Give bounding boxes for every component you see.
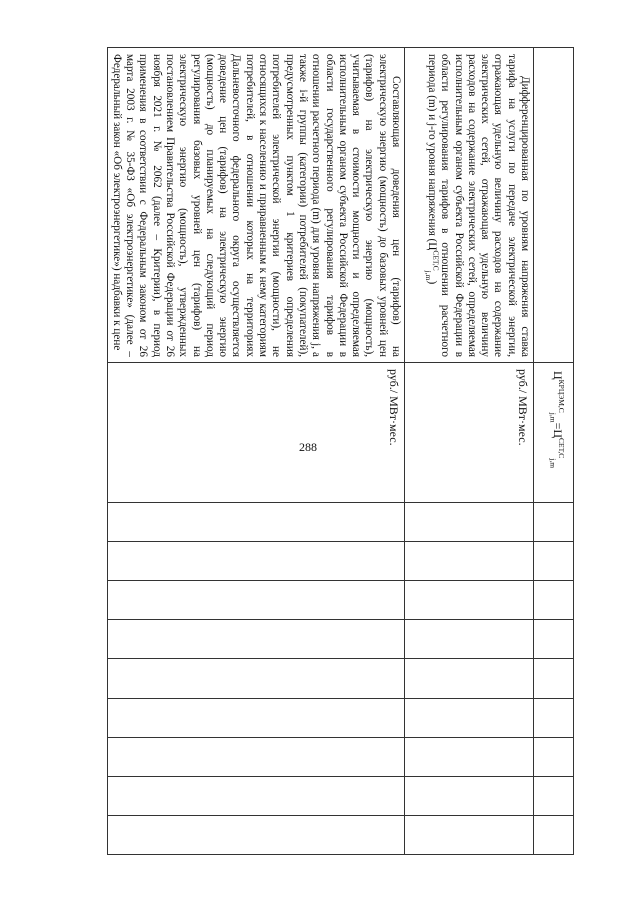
- header-cell: [534, 503, 574, 542]
- header-cell: [534, 581, 574, 620]
- value-cell: [108, 698, 405, 737]
- value-cell: [108, 737, 405, 776]
- value-cell: [108, 620, 405, 659]
- header-cell: [534, 698, 574, 737]
- table-row: [405, 48, 534, 855]
- value-cell: [405, 581, 534, 620]
- header-formula: $Ц^{КРЦЭМ,С}_{j,m}=Ц^{СЕТ,С}_{j,m}$: [548, 371, 566, 469]
- row-description: Составляющая доведения цен (тарифов) на электрическую энергию (мощность) до базовых уровней цен (тарифов) на электрическую энергию (мощность), учитываемая в стоимости мощности и определяемая исполнительным органом субъекта Российской Федерации в области государственного регулирования тарифов в отношении расчетного периода (m) для уровня напряжения j, а также i-й группы (категории) потребителей (покупателей), предусмотренных пунктом 1 критериев определения потребителей электрической энергии (мощности), не относящихся к населению и приравненным к нему категориям потребителей, в отношении которых на территориях Дальневосточного федерального округа осуществляется доведение цен (тарифов) на электрическую энергию (мощность) до планируемых на следующий период регулирования базовых уровней цен (тарифов) на электрическую энергию (мощность), утвержденных постановлением Правительства Российской Федерации от 26 ноября 2021 г. № 2062 (далее – Критерии), в период применения в соответствии с Федеральным законом от 26 марта 2003 г. № 35-ФЗ «Об электроэнергетике» (далее – Федеральный закон «Об электроэнергетике») надбавки к цене: [110, 54, 402, 357]
- value-cell: [405, 659, 534, 698]
- rotated-table-page: [108, 47, 574, 855]
- row-unit: руб./ МВт·мес.: [516, 369, 530, 446]
- row-unit: руб./ МВт·мес.: [387, 369, 401, 446]
- page-number: 288: [299, 440, 317, 454]
- header-cell: [534, 620, 574, 659]
- value-cell: [405, 542, 534, 581]
- header-cell: [534, 776, 574, 815]
- row-description: Дифференцированная по уровням напряжения ставка тарифа на услуги по передаче электрической энергии, отражающая удельную величину расходов на содержание электрических сетей, отражающая удельную величину расходов на содержание электрических сетей, определяемая исполнительным органом субъекта Российской Федерации в области регулирования тарифов в отношении расчетного периода (m) и j-го уровня напряжения $(Ц^{СЕТ,С}_{j,m})$: [423, 54, 531, 357]
- value-cell: [108, 581, 405, 620]
- header-cell: [534, 815, 574, 854]
- unit-cell: [108, 363, 405, 503]
- table-row: [108, 48, 405, 855]
- header-cell: [534, 542, 574, 581]
- table-header-row: [534, 48, 574, 855]
- value-cell: [405, 776, 534, 815]
- value-cell: [108, 503, 405, 542]
- header-cell: [534, 737, 574, 776]
- value-cell: [108, 815, 405, 854]
- tariff-table: [107, 47, 574, 855]
- value-cell: [405, 737, 534, 776]
- inline-formula: $Ц^{СЕТ,С}_{j,m}$: [423, 242, 441, 281]
- value-cell: [108, 776, 405, 815]
- value-cell: [405, 620, 534, 659]
- value-cell: [405, 815, 534, 854]
- value-cell: [405, 503, 534, 542]
- value-cell: [108, 659, 405, 698]
- unit-cell: [405, 363, 534, 503]
- header-cell-empty: [534, 48, 574, 363]
- header-cell: [534, 659, 574, 698]
- description-cell: [405, 48, 534, 363]
- header-formula-cell: [534, 363, 574, 503]
- value-cell: [108, 542, 405, 581]
- value-cell: [405, 698, 534, 737]
- description-cell: [108, 48, 405, 363]
